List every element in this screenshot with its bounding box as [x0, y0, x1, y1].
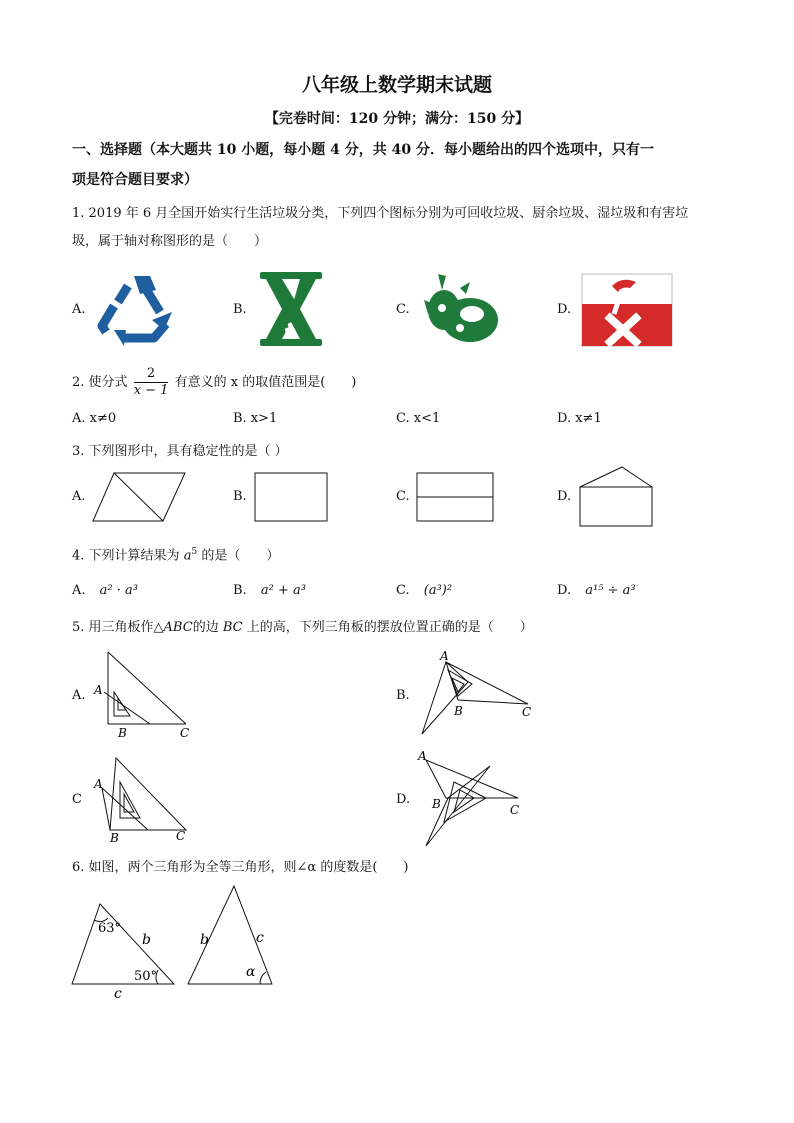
q5-prefix: 5. 用三角板作△: [72, 620, 164, 635]
q5-figure-b: [414, 648, 544, 740]
q3-stem: 3. 下列图形中，具有稳定性的是（ ）: [72, 444, 288, 459]
q2-option-b: B. x>1: [233, 411, 278, 426]
section-heading-line2: 项是符合题目要求）: [72, 172, 198, 188]
q1-option-c-label: C.: [396, 302, 410, 317]
q6-angle-63: 63°: [98, 921, 122, 936]
wet-waste-icon: [420, 270, 502, 348]
q5d-vertex-a: A: [418, 749, 427, 763]
q6-right-side-c: c: [256, 930, 264, 946]
q3-house-figure: [578, 466, 654, 528]
section-heading-line1: 一、选择题（本大题共 10 小题，每小题 4 分，共 40 分．每小题给出的四个选项中，只有一: [72, 142, 654, 158]
q2-fraction-denominator: x − 1: [133, 383, 169, 398]
q1-text-line2: 圾，属于轴对称图形的是（ ）: [72, 234, 268, 249]
q5-figure-a: [90, 648, 200, 740]
q5a-vertex-a: A: [94, 683, 103, 697]
q5-side-name: BC: [222, 620, 243, 635]
q4-stem: [72, 538, 732, 570]
q6-triangle-left: [70, 902, 180, 1002]
q4-option-a-label: A.: [72, 583, 86, 598]
q5-option-d-label: D.: [396, 792, 411, 807]
q4-option-c-label: C.: [396, 583, 410, 598]
q2-suffix: 有意义的 x 的取值范围是( ): [174, 375, 357, 390]
q4-option-b: [233, 583, 306, 598]
q4-option-b-expr: a² + a³: [260, 583, 306, 598]
q4-target-base: a: [183, 548, 192, 564]
q6-angle-50: 50°: [134, 969, 158, 984]
q6-stem: 6. 如图，两个三角形为全等三角形，则∠α 的度数是( ): [72, 860, 409, 875]
q5c-vertex-c: C: [176, 829, 186, 843]
q3-rectangle-figure: [254, 472, 328, 522]
kitchen-waste-icon: [260, 272, 322, 346]
q1-option-b-label: B.: [233, 302, 247, 317]
q3-option-b-label: B.: [233, 489, 247, 504]
q5-figure-c: [90, 754, 200, 846]
q5c-vertex-b: B: [110, 831, 119, 845]
q5-figure-d: [414, 748, 534, 850]
q2-prefix: 2. 使分式: [72, 375, 128, 390]
q5-stem: [72, 614, 732, 642]
q5-option-a-label: A.: [72, 688, 86, 703]
q6-triangle-right: [186, 884, 278, 988]
q2-fraction-numerator: 2: [134, 366, 169, 383]
q6-left-side-c: c: [114, 986, 122, 1002]
q5a-vertex-c: C: [180, 726, 190, 740]
q4-option-d: [557, 583, 636, 598]
q2-option-d: D. x≠1: [557, 411, 602, 426]
q5b-vertex-b: B: [454, 704, 463, 718]
recycle-icon: [94, 272, 180, 346]
q4-prefix: 4. 下列计算结果为: [72, 548, 180, 564]
q4-option-b-label: B.: [233, 583, 247, 598]
q2-option-c: C. x<1: [396, 411, 441, 426]
q6-left-side-b: b: [142, 932, 151, 948]
q5-mid: 的边: [192, 620, 219, 635]
q5-suffix: 上的高，下列三角板的摆放位置正确的是（ ）: [246, 620, 533, 635]
q6-angle-alpha: α: [246, 964, 256, 980]
q4-option-a-expr: a² · a³: [99, 583, 138, 598]
q2-option-a: A. x≠0: [72, 411, 117, 426]
exam-info: 【完卷时间：120 分钟；满分：150 分】: [264, 111, 530, 127]
hazardous-waste-icon: [582, 274, 672, 346]
q5b-vertex-c: C: [522, 705, 532, 719]
q4-option-d-expr: a¹⁵ ÷ a³: [585, 583, 636, 598]
q4-option-d-label: D.: [557, 583, 572, 598]
q5-option-b-label: B.: [396, 688, 410, 703]
q3-option-a-label: A.: [72, 489, 86, 504]
q4-suffix: 的是（ ）: [201, 548, 280, 564]
q5b-vertex-a: A: [440, 649, 449, 663]
q5c-vertex-a: A: [94, 777, 103, 791]
q1-option-a-label: A.: [72, 302, 86, 317]
q3-option-d-label: D.: [557, 489, 572, 504]
q4-option-a: [72, 583, 138, 598]
q5d-vertex-b: B: [432, 797, 441, 811]
q3-split-rectangle-figure: [416, 472, 494, 522]
q4-option-c-expr: (a³)²: [423, 583, 453, 598]
q5-triangle-name: ABC: [163, 620, 193, 635]
page-title: 八年级上数学期末试题: [301, 74, 492, 96]
q5a-vertex-b: B: [118, 726, 127, 740]
q3-parallelogram-figure: [92, 472, 186, 522]
q3-option-c-label: C.: [396, 489, 410, 504]
q4-option-c: [396, 583, 452, 598]
q1-text-line1: 1. 2019 年 6 月全国开始实行生活垃圾分类，下列四个图标分别为可回收垃圾、厨余垃圾、湿垃圾和有害垃: [72, 206, 689, 221]
q2-stem: [72, 366, 732, 399]
q5-option-c-label: C: [72, 792, 82, 807]
q2-fraction: [134, 366, 169, 399]
q4-target-exponent: 5: [191, 547, 198, 557]
q1-option-d-label: D.: [557, 302, 572, 317]
q6-right-side-b: b: [200, 932, 209, 948]
q5d-vertex-c: C: [510, 803, 520, 817]
